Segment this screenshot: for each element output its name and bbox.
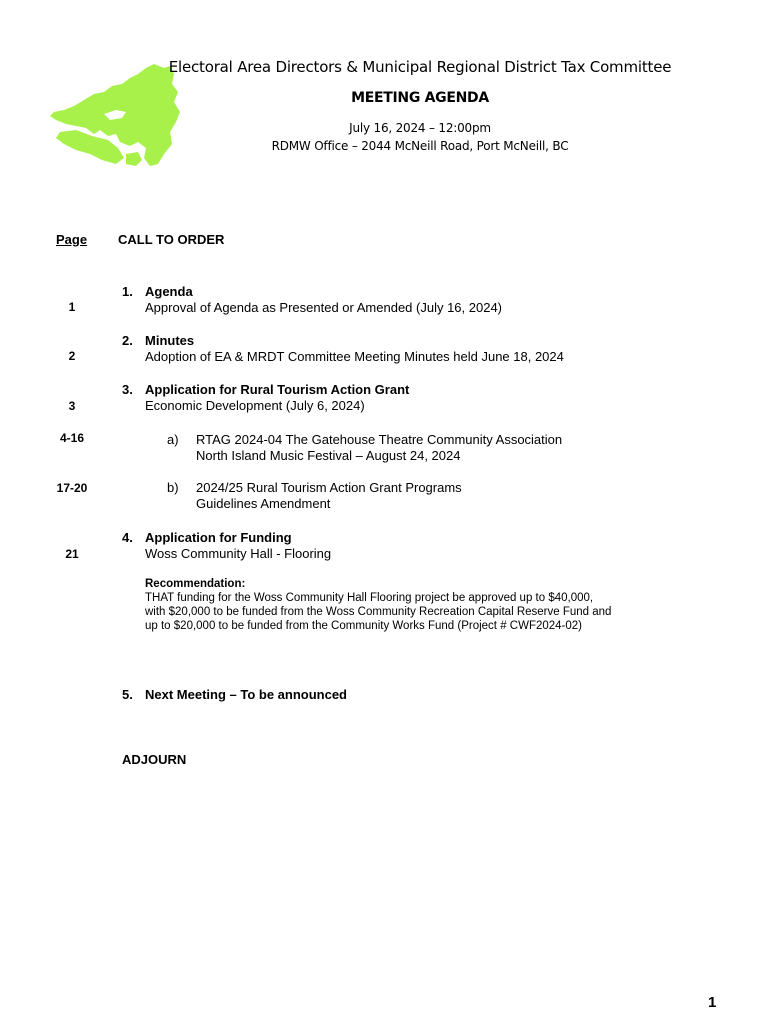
item-title: Application for Rural Tourism Action Grant — [145, 382, 410, 397]
item-number: 4. — [122, 530, 133, 545]
item-detail: Adoption of EA & MRDT Committee Meeting Minutes held June 18, 2024 — [145, 349, 564, 364]
subitem-letter: a) — [167, 432, 179, 447]
recommendation-line: THAT funding for the Woss Community Hall Flooring project be approved up to $40,000, — [145, 592, 594, 604]
item-number: 5. — [122, 687, 133, 702]
item-number: 3. — [122, 382, 133, 397]
page-ref: 2 — [68, 349, 76, 363]
item-detail: Woss Community Hall - Flooring — [145, 546, 332, 561]
meeting-location: RDMW Office – 2044 McNeill Road, Port McNeill, BC — [271, 139, 569, 153]
page-column-header: Page — [56, 232, 88, 247]
recommendation-line: up to $20,000 to be funded from the Community Works Fund (Project # CWF2024-02) — [145, 620, 582, 632]
item-title: Minutes — [145, 333, 195, 348]
recommendation-heading: Recommendation: — [145, 578, 246, 590]
subitem-line: RTAG 2024-04 The Gatehouse Theatre Community Association — [196, 432, 563, 447]
subitem-line: North Island Music Festival – August 24, 2024 — [196, 448, 461, 463]
subitem-line: 2024/25 Rural Tourism Action Grant Programs — [196, 480, 462, 495]
subitem-letter: b) — [167, 480, 179, 495]
item-detail: Approval of Agenda as Presented or Amended (July 16, 2024) — [145, 300, 503, 315]
recommendation — [145, 577, 675, 633]
subitem-line: Guidelines Amendment — [196, 496, 331, 511]
adjourn: ADJOURN — [122, 752, 187, 767]
page-number: 1 — [708, 994, 717, 1011]
page-ref: 17-20 — [56, 481, 88, 495]
item-title: Application for Funding — [145, 530, 292, 545]
next-meeting: Next Meeting – To be announced — [145, 687, 348, 702]
page-ref: 21 — [65, 547, 79, 561]
item-number: 1. — [122, 284, 133, 299]
recommendation-line: with $20,000 to be funded from the Woss Community Recreation Capital Reserve Fund and — [145, 606, 612, 618]
call-to-order: CALL TO ORDER — [118, 232, 225, 247]
item-title: Agenda — [145, 284, 193, 299]
page-ref: 4-16 — [59, 431, 85, 445]
committee-title: Electoral Area Directors & Municipal Regional District Tax Committee — [168, 58, 672, 76]
page-ref: 3 — [68, 399, 76, 413]
item-detail: Economic Development (July 6, 2024) — [145, 398, 365, 413]
regional-district-logo — [46, 62, 186, 170]
page-ref: 1 — [68, 300, 76, 314]
agenda-heading: MEETING AGENDA — [351, 90, 489, 106]
item-number: 2. — [122, 333, 133, 348]
meeting-date: July 16, 2024 – 12:00pm — [349, 121, 491, 135]
